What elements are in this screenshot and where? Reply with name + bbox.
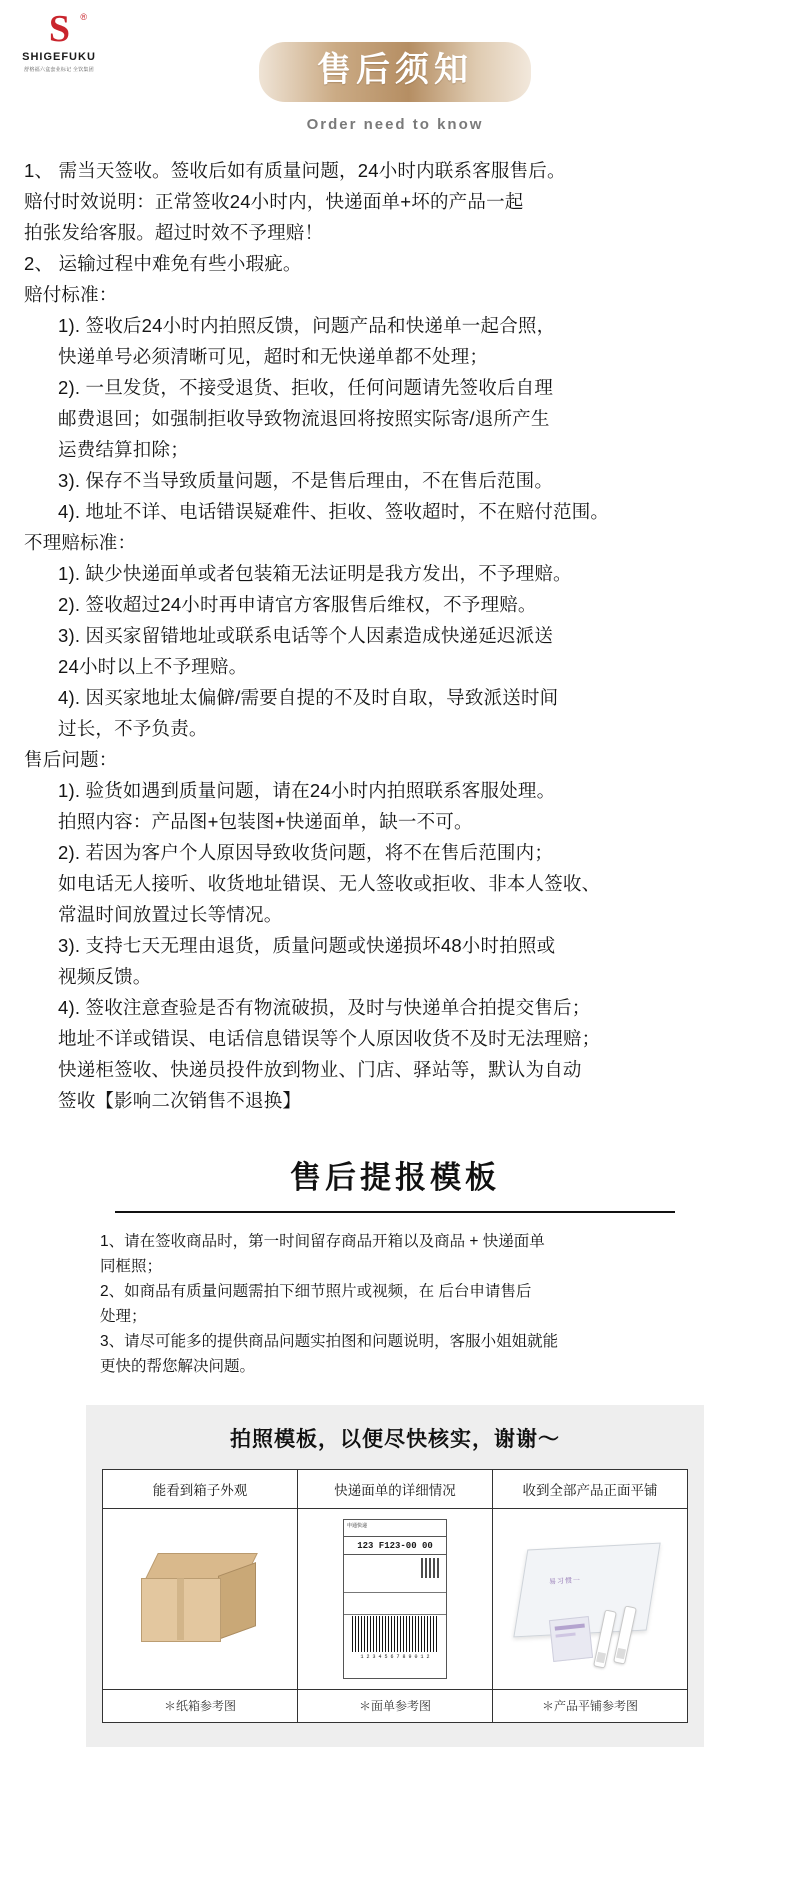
photo-cell-carton-body	[103, 1509, 297, 1689]
policy-line: 4). 签收注意查验是否有物流破损，及时与快递单合拍提交售后；	[58, 997, 591, 1018]
policy-line: 1). 缺少快递面单或者包装箱无法证明是我方发出，不予理赔。	[58, 563, 572, 584]
policy-line: 签收【影响二次销售不退换】	[58, 1090, 302, 1111]
policy-line: 2). 签收超过24小时再申请官方客服售后维权，不予理赔。	[58, 594, 537, 615]
policy-line: 2). 若因为客户个人原因导致收货问题，将不在售后范围内；	[58, 842, 554, 863]
label-barcode-text: 1 2 3 4 5 6 7 8 9 0 1 2	[360, 1654, 430, 1660]
shipping-label-icon	[343, 1519, 447, 1679]
photo-cell-label-body	[298, 1509, 492, 1689]
photo-cell-carton	[103, 1470, 298, 1722]
template-note-line: 处理；	[100, 1308, 147, 1325]
title-banner	[259, 42, 531, 102]
policy-line: 1). 验货如遇到质量问题，请在24小时内拍照联系客服处理。	[58, 780, 556, 801]
policy-line: 过长，不予负责。	[58, 718, 208, 739]
policy-line: 3). 保存不当导致质量问题，不是售后理由，不在售后范围。	[58, 470, 554, 491]
policy-line: 不理赔标准：	[24, 532, 137, 553]
flatlay-brand-text: 易习惯一	[548, 1577, 582, 1586]
photo-cell-product-head: 收到全部产品正面平铺	[493, 1470, 687, 1509]
divider	[115, 1211, 675, 1213]
label-barcode-icon	[352, 1616, 438, 1652]
template-note-line: 2、如商品有质量问题需拍下细节照片或视频，在 后台申请售后	[100, 1283, 532, 1300]
policy-line: 2). 一旦发货，不接受退货、拒收，任何问题请先签收后自理	[58, 377, 554, 398]
policy-line: 如电话无人接听、收货地址错误、无人签收或拒收、非本人签收、	[58, 873, 601, 894]
brand-logo	[14, 10, 104, 73]
photo-template-grid	[102, 1469, 688, 1723]
photo-cell-product-foot: ＊产品平铺参考图	[493, 1689, 687, 1722]
photo-cell-carton-foot: ＊纸箱参考图	[103, 1689, 297, 1722]
template-note-line: 同框照；	[100, 1258, 163, 1275]
page-subtitle: Order need to know	[306, 116, 484, 133]
label-qr-icon	[421, 1558, 441, 1578]
policy-line: 3). 因买家留错地址或联系电话等个人因素造成快递延迟派送	[58, 625, 554, 646]
photo-cell-label	[298, 1470, 493, 1722]
policy-line: 地址不详或错误、电话信息错误等个人原因收货不及时无法理赔；	[58, 1028, 601, 1049]
page-title: 售后须知	[317, 52, 473, 89]
policy-text-block	[24, 155, 766, 1116]
logo-letter: S	[48, 8, 70, 50]
policy-line: 1、 需当天签收。签收后如有质量问题，24小时内联系客服售后。	[24, 160, 566, 181]
photo-template-title: 拍照模板，以便尽快核实，谢谢～	[230, 1427, 560, 1451]
header-area	[0, 0, 790, 133]
template-section-title: 售后提报模板	[290, 1160, 500, 1195]
policy-line: 1). 签收后24小时内拍照反馈，问题产品和快递单一起合照，	[58, 315, 556, 336]
carton-box-icon	[141, 1553, 259, 1645]
label-carrier: 申通快递	[344, 1520, 446, 1537]
policy-line: 快递单号必须清晰可见，超时和无快递单都不处理；	[58, 346, 489, 367]
policy-line: 4). 因买家地址太偏僻/需要自提的不及时自取，导致派送时间	[58, 687, 559, 708]
logo-name: SHIGEFUKU	[22, 51, 96, 63]
policy-line: 拍张发给客服。超过时效不予理赔！	[24, 222, 324, 243]
photo-cell-carton-head: 能看到箱子外观	[103, 1470, 297, 1509]
photo-cell-label-foot: ＊面单参考图	[298, 1689, 492, 1722]
template-note-line: 3、请尽可能多的提供商品问题实拍图和问题说明，客服小姐姐就能	[100, 1333, 559, 1350]
policy-line: 2、 运输过程中难免有些小瑕疵。	[24, 253, 302, 274]
photo-cell-label-head: 快递面单的详细情况	[298, 1470, 492, 1509]
photo-cell-product-body	[493, 1509, 687, 1689]
policy-line: 售后问题：	[24, 749, 118, 770]
policy-line: 视频反馈。	[58, 966, 152, 987]
policy-line: 24小时以上不予理赔。	[58, 656, 248, 677]
policy-line: 邮费退回；如强制拒收导致物流退回将按照实际寄/退所产生	[58, 408, 550, 429]
policy-line: 4). 地址不详、电话错误疑难件、拒收、签收超时，不在赔付范围。	[58, 501, 610, 522]
product-flatlay-icon	[515, 1524, 665, 1674]
logo-subtitle: 舒格福六盒套业标记 全饮集团	[24, 67, 94, 73]
policy-line: 拍照内容：产品图+包装图+快递面单，缺一不可。	[58, 811, 473, 832]
template-note-line: 1、请在签收商品时，第一时间留存商品开箱以及商品 + 快递面单	[100, 1233, 545, 1250]
policy-line: 赔付标准：	[24, 284, 118, 305]
policy-line: 运费结算扣除；	[58, 439, 189, 460]
photo-template-card	[86, 1405, 704, 1747]
policy-line: 常温时间放置过长等情况。	[58, 904, 283, 925]
policy-line: 3). 支持七天无理由退货，质量问题或快递损坏48小时拍照或	[58, 935, 556, 956]
template-note-line: 更快的帮您解决问题。	[100, 1358, 256, 1375]
policy-line: 快递柜签收、快递员投件放到物业、门店、驿站等，默认为自动	[58, 1059, 582, 1080]
label-waybill-number: 123 F123-00 00	[344, 1538, 446, 1555]
logo-mark-icon	[37, 8, 87, 50]
registered-trademark-icon: ®	[80, 12, 87, 22]
policy-line: 赔付时效说明：正常签收24小时内，快递面单+坏的产品一起	[24, 191, 524, 212]
template-notes-block	[100, 1229, 690, 1379]
photo-cell-product	[493, 1470, 687, 1722]
